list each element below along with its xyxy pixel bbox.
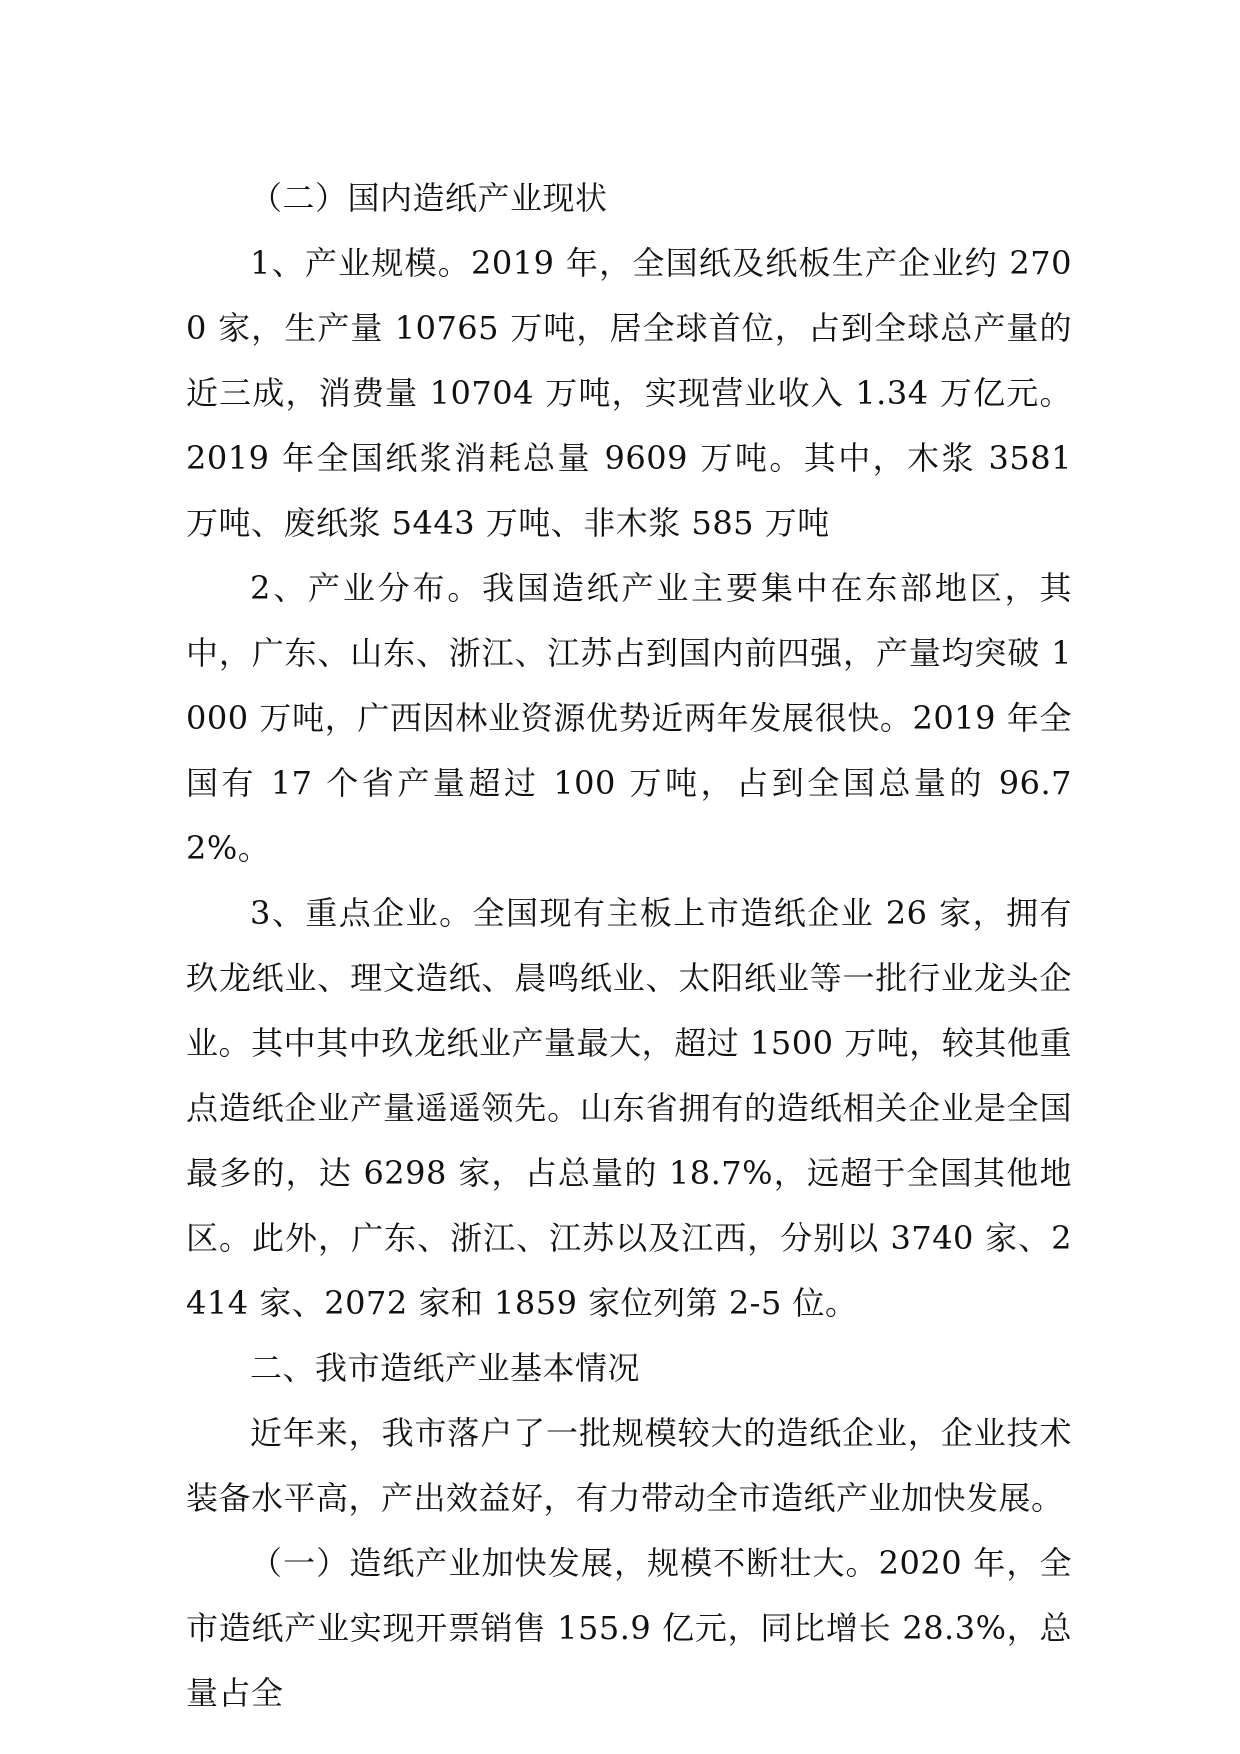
- document-body: [186, 166, 1072, 1726]
- paragraph-industry-growth: （一）造纸产业加快发展，规模不断壮大。2020 年，全市造纸产业实现开票销售 155.9 亿元，同比增长 28.3%，总量占全: [186, 1544, 1072, 1712]
- paragraph-key-enterprises: 3、重点企业。全国现有主板上市造纸企业 26 家，拥有玖龙纸业、理文造纸、晨鸣纸业、太阳纸业等一批行业龙头企业。其中其中玖龙纸业产量最大，超过 1500 万吨，较其他重点造纸企业产量遥遥领先。山东省拥有的造纸相关企业是全国最多的，达 6298 家，占总量的 18.7%，远超于全国其他地区。此外，广东、浙江、江苏以及江西，分别以 3740 家、2414 家、2072 家和 1859 家位列第 2-5 位。: [186, 894, 1072, 1322]
- section-heading-domestic-status: （二）国内造纸产业现状: [250, 179, 608, 217]
- section-heading-city-status: 二、我市造纸产业基本情况: [250, 1349, 641, 1387]
- paragraph-industry-distribution: 2、产业分布。我国造纸产业主要集中在东部地区，其中，广东、山东、浙江、江苏占到国内前四强，产量均突破 1000 万吨，广西因林业资源优势近两年发展很快。2019 年全国有 17 个省产量超过 100 万吨，占到全国总量的 96.72%。: [186, 569, 1072, 867]
- paragraph-industry-scale: 1、产业规模。2019 年，全国纸及纸板生产企业约 2700 家，生产量 10765 万吨，居全球首位，占到全球总产量的近三成，消费量 10704 万吨，实现营业收入 1.34 万亿元。2019 年全国纸浆消耗总量 9609 万吨。其中，木浆 3581 万吨、废纸浆 5443 万吨、非木浆 585 万吨: [186, 244, 1072, 542]
- paragraph-recent-years: 近年来，我市落户了一批规模较大的造纸企业，企业技术装备水平高，产出效益好，有力带动全市造纸产业加快发展。: [186, 1414, 1072, 1517]
